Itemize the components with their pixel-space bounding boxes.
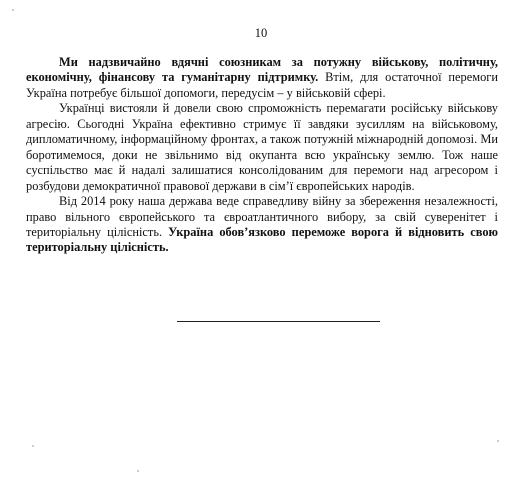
text-span: Українці вистояли й довели свою спроможність перемагати російську військову агресію. Сьогодні Україна ефективно стримує її завдяки зусиллям на військовому, дипломатичному, інформаційному фронтах, а також потужній міжнародній допомозі. Ми боротимемося, доки не звільнимо від окупанта всю українську землю. Тож наше суспільство має й надалі залишатися консолідованим для перемоги над агресором і розбудови демократичної правової держави в сім’ї європейських народів.	[26, 101, 498, 193]
scan-speck	[32, 445, 34, 447]
closing-rule	[177, 321, 380, 322]
scan-speck	[497, 440, 499, 442]
text-span: Втім, для остаточної перемоги Україна потребує більшої допомоги, передусім – у військовій сфері.	[26, 70, 499, 100]
page-number: 10	[254, 26, 268, 40]
body-text	[26, 55, 498, 256]
text-span: Від 2014 року наша держава веде справедливу війну за збереження незалежності, право вільного європейського та євроатлантичного вибору, за свій суверенітет і територіальну цілісність.	[26, 194, 498, 239]
scan-speck	[137, 470, 139, 472]
paragraph-war	[26, 194, 498, 256]
scan-speck	[12, 9, 14, 11]
text-span: Ми надзвичайно вдячні союзникам за потужну військову, політичну, економічну, фінансову та гуманітарну підтримку.	[26, 55, 498, 85]
paragraph-resistance	[26, 101, 498, 194]
text-span: Україна обов’язково переможе ворога й відновить свою територіальну цілісність.	[26, 224, 498, 255]
paragraph-support	[26, 55, 498, 101]
